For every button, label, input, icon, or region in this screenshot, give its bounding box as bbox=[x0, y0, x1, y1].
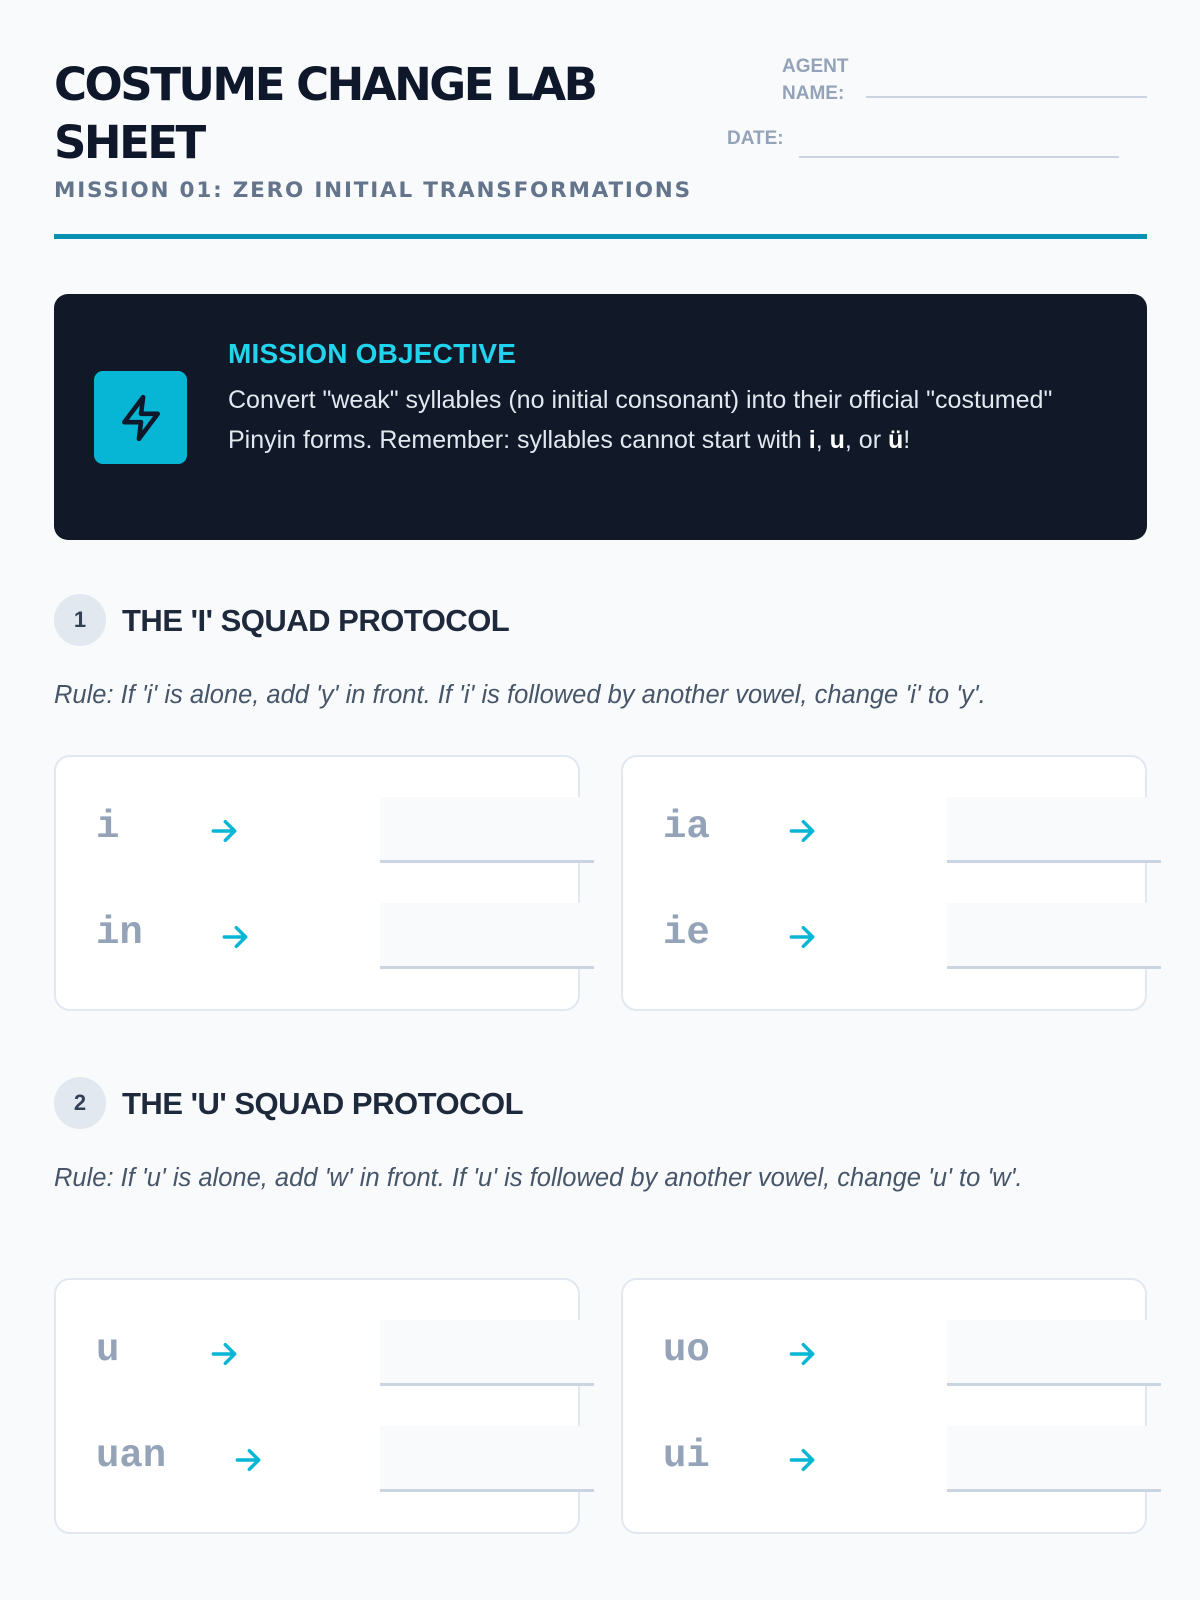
exercise-row bbox=[96, 1320, 546, 1386]
header bbox=[54, 56, 1147, 242]
objective-text: Convert "weak" syllables (no initial consonant) into their official "costumed" Pinyin forms. Remember: syllables cannot start with i, u, or ü! bbox=[228, 386, 1053, 454]
answer-field[interactable] bbox=[947, 1426, 1161, 1492]
lightning-bolt-icon bbox=[116, 393, 166, 443]
section-title: THE 'U' SQUAD PROTOCOL bbox=[122, 1086, 524, 1121]
syllable: i bbox=[96, 805, 120, 849]
syllable: in bbox=[96, 911, 143, 955]
section-number: 2 bbox=[54, 1077, 106, 1129]
page-subtitle: MISSION 01: ZERO INITIAL TRANSFORMATIONS bbox=[54, 178, 692, 203]
answer-field[interactable] bbox=[947, 1320, 1161, 1386]
arrow-right-icon bbox=[208, 815, 240, 847]
section-number: 1 bbox=[54, 594, 106, 646]
exercise-card bbox=[54, 1278, 580, 1534]
objective-icon-box bbox=[94, 371, 187, 464]
exercise-row bbox=[663, 903, 1113, 969]
date-label: DATE: bbox=[727, 128, 784, 149]
exercise-row bbox=[663, 1320, 1113, 1386]
arrow-right-icon bbox=[786, 921, 818, 953]
section-2-rule: Rule: If 'u' is alone, add 'w' in front. If 'u' is followed by another vowel, change 'u' to 'w'. bbox=[54, 1164, 1023, 1192]
page-title: COSTUME CHANGE LAB SHEET bbox=[54, 58, 596, 169]
section-title: THE 'I' SQUAD PROTOCOL bbox=[122, 603, 510, 638]
agent-name-label: AGENT NAME: bbox=[782, 56, 849, 104]
exercise-card bbox=[621, 755, 1147, 1011]
answer-field[interactable] bbox=[380, 1426, 594, 1492]
syllable: ui bbox=[663, 1434, 710, 1478]
exercise-row bbox=[663, 797, 1113, 863]
arrow-right-icon bbox=[786, 815, 818, 847]
answer-field[interactable] bbox=[380, 1320, 594, 1386]
syllable: uo bbox=[663, 1328, 710, 1372]
answer-field[interactable] bbox=[947, 797, 1161, 863]
answer-field[interactable] bbox=[947, 903, 1161, 969]
syllable: ie bbox=[663, 911, 710, 955]
objective-title: MISSION OBJECTIVE bbox=[228, 338, 517, 369]
date-field[interactable] bbox=[799, 156, 1119, 158]
answer-field[interactable] bbox=[380, 903, 594, 969]
lab-sheet bbox=[54, 0, 1147, 1600]
answer-field[interactable] bbox=[380, 797, 594, 863]
arrow-right-icon bbox=[219, 921, 251, 953]
header-divider bbox=[54, 234, 1147, 239]
exercise-row bbox=[96, 1426, 546, 1492]
mission-objective-card bbox=[54, 294, 1147, 540]
exercise-row bbox=[96, 903, 546, 969]
arrow-right-icon bbox=[232, 1444, 264, 1476]
arrow-right-icon bbox=[786, 1338, 818, 1370]
exercise-card bbox=[621, 1278, 1147, 1534]
exercise-card bbox=[54, 755, 580, 1011]
agent-name-field[interactable] bbox=[866, 96, 1147, 98]
exercise-row bbox=[663, 1426, 1113, 1492]
arrow-right-icon bbox=[786, 1444, 818, 1476]
syllable: u bbox=[96, 1328, 120, 1372]
section-1-rule: Rule: If 'i' is alone, add 'y' in front. If 'i' is followed by another vowel, change 'i' to 'y'. bbox=[54, 681, 986, 709]
arrow-right-icon bbox=[208, 1338, 240, 1370]
exercise-row bbox=[96, 797, 546, 863]
syllable: uan bbox=[96, 1434, 167, 1478]
syllable: ia bbox=[663, 805, 710, 849]
